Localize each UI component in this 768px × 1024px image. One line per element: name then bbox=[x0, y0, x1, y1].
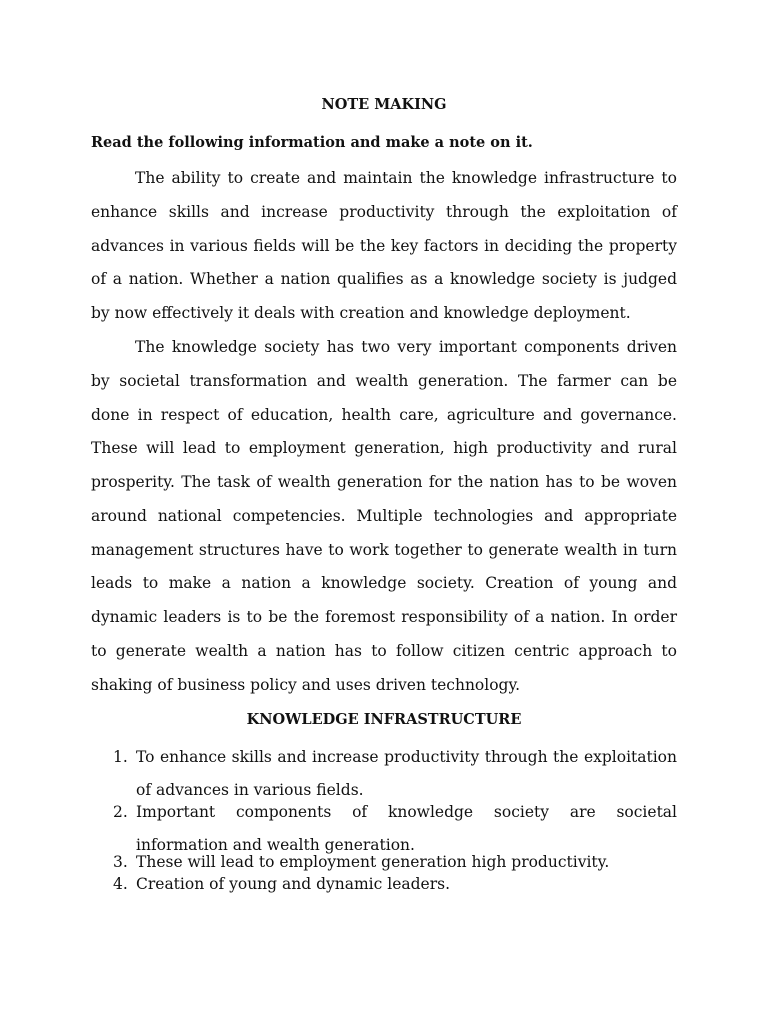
page-title: NOTE MAKING bbox=[321, 96, 447, 113]
list-number: 4. bbox=[113, 875, 128, 893]
paragraph-2: The knowledge society has two very important components driven by societal transformation and wealth generation. The farmer can be done in respect of education, health care, agriculture and governance. These will lead to employment generation, high productivity and rural prosperity. The task of wealth generation for the nation has to be woven around national competencies. Multiple technologies and appropriate management structures have to work together to generate wealth in turn leads to make a nation a knowledge society. Creation of young and dynamic leaders is to be the foremost responsibility of a nation. In order to generate wealth a nation has to follow citizen centric approach to shaking of business policy and uses driven technology. bbox=[91, 338, 677, 694]
list-text: These will lead to employment generation high productivity. bbox=[136, 853, 610, 871]
list-item bbox=[91, 851, 677, 873]
section-heading: KNOWLEDGE INFRASTRUCTURE bbox=[246, 711, 522, 728]
notes-list bbox=[91, 741, 677, 895]
list-text: Creation of young and dynamic leaders. bbox=[136, 875, 451, 893]
list-item bbox=[91, 873, 677, 895]
list-text: To enhance skills and increase productivity through the exploitation of advances in various fields. bbox=[136, 748, 677, 799]
paragraph-1: The ability to create and maintain the knowledge infrastructure to enhance skills and increase productivity through the exploitation of advances in various fields will be the key factors in deciding the property of a nation. Whether a nation qualifies as a knowledge society is judged by now effectively it deals with creation and knowledge deployment. bbox=[91, 169, 677, 322]
list-text: Important components of knowledge society are societal information and wealth generation. bbox=[136, 803, 677, 854]
list-number: 3. bbox=[113, 853, 128, 871]
list-number: 1. bbox=[113, 748, 128, 766]
instruction-text: Read the following information and make a note on it. bbox=[91, 134, 533, 151]
list-number: 2. bbox=[113, 803, 128, 821]
